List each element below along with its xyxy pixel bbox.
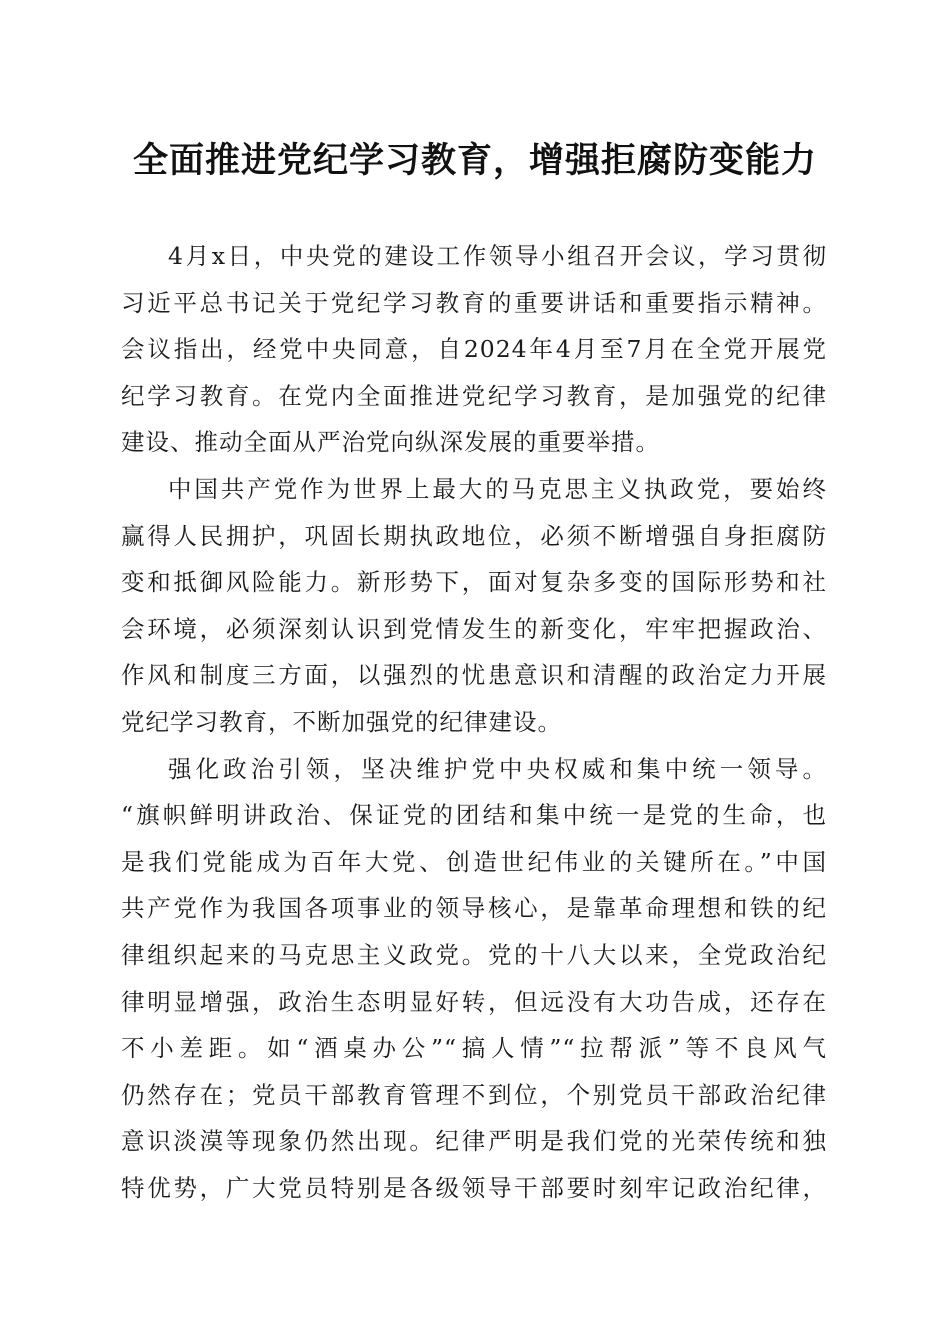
text-line: 赢得人民拥护，巩固长期执政地位，必须不断增强自身拒腐防	[121, 521, 827, 550]
text-line: 不小差距。如“酒桌办公”“搞人情”“拉帮派”等不良风气	[121, 1034, 827, 1063]
document-title: 全面推进党纪学习教育，增强拒腐防变能力	[132, 140, 817, 181]
paragraph-1	[121, 233, 827, 466]
document-body	[121, 233, 827, 1211]
text-line: 会议指出，经党中央同意，自2024年4月至7月在全党开展党	[121, 335, 827, 364]
text-line: 作风和制度三方面，以强烈的忧患意识和清醒的政治定力开展	[121, 661, 827, 690]
text-line: “旗帜鲜明讲政治、保证党的团结和集中统一是党的生命，也	[121, 801, 827, 830]
text-line: 变和抵御风险能力。新形势下，面对复杂多变的国际形势和社	[121, 568, 827, 597]
text-line: 意识淡漠等现象仍然出现。纪律严明是我们党的光荣传统和独	[121, 1127, 827, 1156]
text-line: 共产党作为我国各项事业的领导核心，是靠革命理想和铁的纪	[121, 894, 827, 923]
text-line: 仍然存在；党员干部教育管理不到位，个别党员干部政治纪律	[121, 1080, 827, 1109]
paragraph-2	[121, 466, 827, 746]
paragraph-3	[121, 746, 827, 1212]
text-line: 律明显增强，政治生态明显好转，但远没有大功告成，还存在	[121, 987, 827, 1016]
text-line: 习近平总书记关于党纪学习教育的重要讲话和重要指示精神。	[121, 288, 827, 317]
text-line: 律组织起来的马克思主义政党。党的十八大以来，全党政治纪	[121, 940, 827, 969]
text-line: 是我们党能成为百年大党、创造世纪伟业的关键所在。”中国	[121, 847, 827, 876]
text-line: 会环境，必须深刻认识到党情发生的新变化，牢牢把握政治、	[121, 614, 827, 643]
text-line: 党纪学习教育，不断加强党的纪律建设。	[121, 707, 562, 736]
text-line: 建设、推动全面从严治党向纵深发展的重要举措。	[121, 428, 660, 457]
text-line: 特优势，广大党员特别是各级领导干部要时刻牢记政治纪律，	[121, 1173, 827, 1202]
text-line: 中国共产党作为世界上最大的马克思主义执政党，要始终	[168, 474, 827, 503]
text-line: 纪学习教育。在党内全面推进党纪学习教育，是加强党的纪律	[121, 381, 827, 410]
text-line: 4月x日，中央党的建设工作领导小组召开会议，学习贯彻	[168, 242, 827, 270]
text-line: 强化政治引领，坚决维护党中央权威和集中统一领导。	[168, 754, 827, 783]
